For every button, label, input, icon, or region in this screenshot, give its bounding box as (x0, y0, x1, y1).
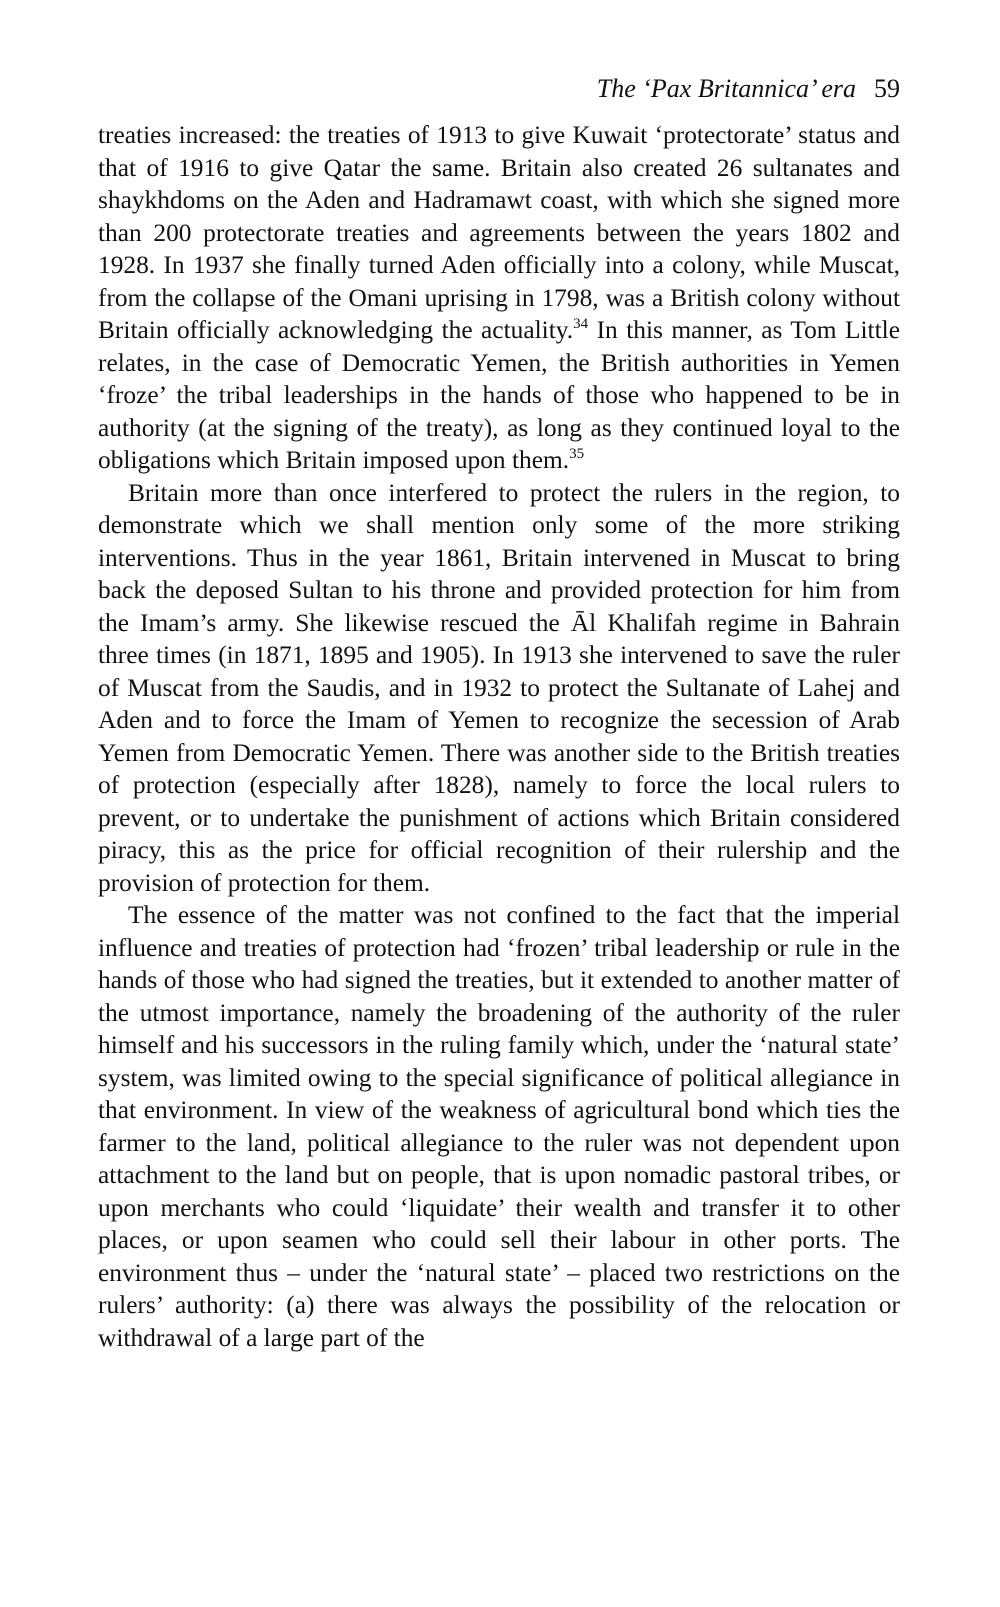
footnote-ref-34: 34 (573, 315, 589, 332)
paragraph-1-text-b: In this manner, as Tom Little relates, in the case of Democratic Yemen, the British authorities in Yemen ‘froze’ the tribal leaderships in the hands of those who happened to be in authority (at the signing of the treaty), as long as they continued loyal to the obligations which Britain imposed upon them. (98, 316, 900, 474)
page-number: 59 (874, 74, 900, 103)
paragraph-2: Britain more than once interfered to protect the rulers in the region, to demonstrate which we shall mention only some of the more striking interventions. Thus in the year 1861, Britain intervened in Muscat to bring back the deposed Sultan to his throne and provided protection for him from the Imam’s army. She likewise rescued the Āl Khalifah regime in Bahrain three times (in 1871, 1895 and 1905). In 1913 she intervened to save the ruler of Muscat from the Saudis, and in 1932 to protect the Sultanate of Lahej and Aden and to force the Imam of Yemen to recognize the secession of Arab Yemen from Democratic Yemen. There was another side to the British treaties of protection (especially after 1828), namely to force the local rulers to prevent, or to undertake the punishment of actions which Britain considered piracy, this as the price for official recognition of their rulership and the provision of protection for them. (98, 478, 900, 897)
running-title: The ‘Pax Britannica’ era (596, 74, 856, 103)
paragraph-1-text-a: treaties increased: the treaties of 1913 to give Kuwait ‘protectorate’ status and that of 1916 to give Qatar the same. Britain also created 26 sultanates and shaykhdoms on the Aden and Hadramawt coast, with which she signed more than 200 protectorate treaties and agreements between the years 1802 and 1928. In 1937 she finally turned Aden officially into a colony, while Muscat, from the collapse of the Omani uprising in 1798, was a British colony without Britain officially acknowledging the actuality. (98, 121, 900, 344)
footnote-ref-35: 35 (569, 445, 585, 462)
running-head (98, 72, 900, 106)
paragraph-3: The essence of the matter was not confined to the fact that the imperial influence and treaties of protection had ‘frozen’ tribal leadership or rule in the hands of those who had signed the treaties, but it extended to another matter of the utmost importance, namely the broadening of the authority of the ruler himself and his successors in the ruling family which, under the ‘natural state’ system, was limited owing to the special significance of political allegiance in that environment. In view of the weakness of agricultural bond which ties the farmer to the land, political allegiance to the ruler was not dependent upon attachment to the land but on people, that is upon nomadic pastoral tribes, or upon merchants who could ‘liquidate’ their wealth and transfer it to other places, or upon seamen who could sell their labour in other ports. The environment thus – under the ‘natural state’ – placed two restrictions on the rulers’ authority: (a) there was always the possibility of the relocation or withdrawal of a large part of the (98, 901, 900, 1352)
paragraph-1 (98, 119, 900, 477)
body-text (98, 119, 900, 1354)
